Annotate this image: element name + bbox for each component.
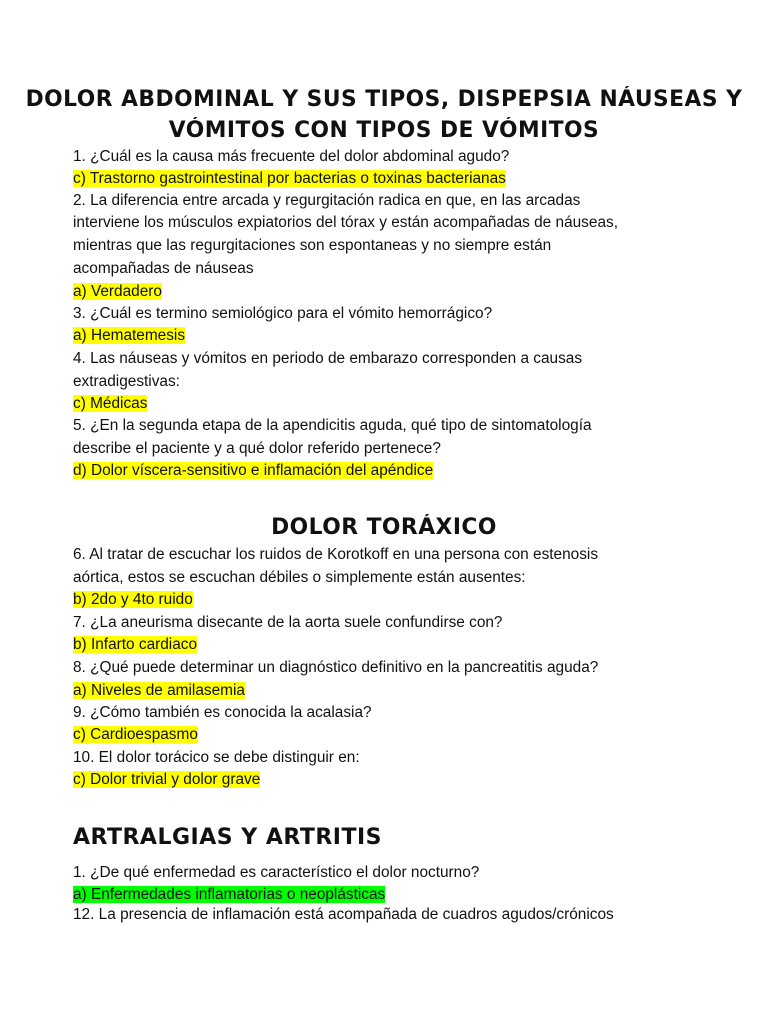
answer-line: b) Infarto cardiaco bbox=[73, 636, 198, 653]
question-line: 5. ¿En la segunda etapa de la apendicitis aguda, qué tipo de sintomatología bbox=[73, 417, 592, 434]
answer-line: a) Hematemesis bbox=[73, 327, 186, 344]
section-title-toraxico: DOLOR TORÁXICO bbox=[271, 515, 497, 540]
section-title-artralgias: ARTRALGIAS Y ARTRITIS bbox=[73, 825, 382, 850]
question-line: 10. El dolor torácico se debe distinguir en: bbox=[73, 749, 360, 766]
question-line: acompañadas de náuseas bbox=[73, 260, 254, 277]
answer-line: c) Cardioespasmo bbox=[73, 726, 198, 743]
question-line: 1. ¿Cuál es la causa más frecuente del dolor abdominal agudo? bbox=[73, 148, 510, 165]
section-title-abdominal-line-2: VÓMITOS CON TIPOS DE VÓMITOS bbox=[168, 118, 600, 143]
question-line: 2. La diferencia entre arcada y regurgitación radica en que, en las arcadas bbox=[73, 192, 581, 209]
answer-line: d) Dolor víscera-sensitivo e inflamación del apéndice bbox=[73, 462, 434, 479]
question-line: 1. ¿De qué enfermedad es característico el dolor nocturno? bbox=[73, 864, 480, 881]
question-line: interviene los músculos expiatorios del tórax y están acompañadas de náuseas, bbox=[73, 214, 618, 231]
question-line: 7. ¿La aneurisma disecante de la aorta suele confundirse con? bbox=[73, 614, 503, 631]
question-line: 12. La presencia de inflamación está acompañada de cuadros agudos/crónicos bbox=[73, 906, 614, 923]
answer-line: c) Médicas bbox=[73, 395, 148, 412]
question-line: extradigestivas: bbox=[73, 373, 180, 390]
question-line: 4. Las náuseas y vómitos en periodo de embarazo corresponden a causas bbox=[73, 350, 583, 367]
answer-line: c) Dolor trivial y dolor grave bbox=[73, 771, 261, 788]
question-line: aórtica, estos se escuchan débiles o simplemente están ausentes: bbox=[73, 569, 526, 586]
answer-line: a) Niveles de amilasemia bbox=[73, 682, 245, 699]
question-line: 9. ¿Cómo también es conocida la acalasia? bbox=[73, 704, 372, 721]
question-line: 6. Al tratar de escuchar los ruidos de Korotkoff en una persona con estenosis bbox=[73, 546, 599, 563]
answer-line: a) Verdadero bbox=[73, 283, 162, 300]
section-title-abdominal-line-1: DOLOR ABDOMINAL Y SUS TIPOS, DISPEPSIA NÁUSEAS Y bbox=[25, 87, 743, 112]
answer-line: b) 2do y 4to ruido bbox=[73, 591, 193, 608]
answer-line: a) Enfermedades inflamatorias o neoplásticas bbox=[73, 886, 386, 903]
question-line: mientras que las regurgitaciones son espontaneas y no siempre están bbox=[73, 237, 552, 254]
question-line: 3. ¿Cuál es termino semiológico para el vómito hemorrágico? bbox=[73, 305, 493, 322]
question-line: describe el paciente y a qué dolor referido pertenece? bbox=[73, 440, 441, 457]
question-line: 8. ¿Qué puede determinar un diagnóstico definitivo en la pancreatitis aguda? bbox=[73, 659, 599, 676]
answer-line: c) Trastorno gastrointestinal por bacterias o toxinas bacterianas bbox=[73, 170, 506, 187]
